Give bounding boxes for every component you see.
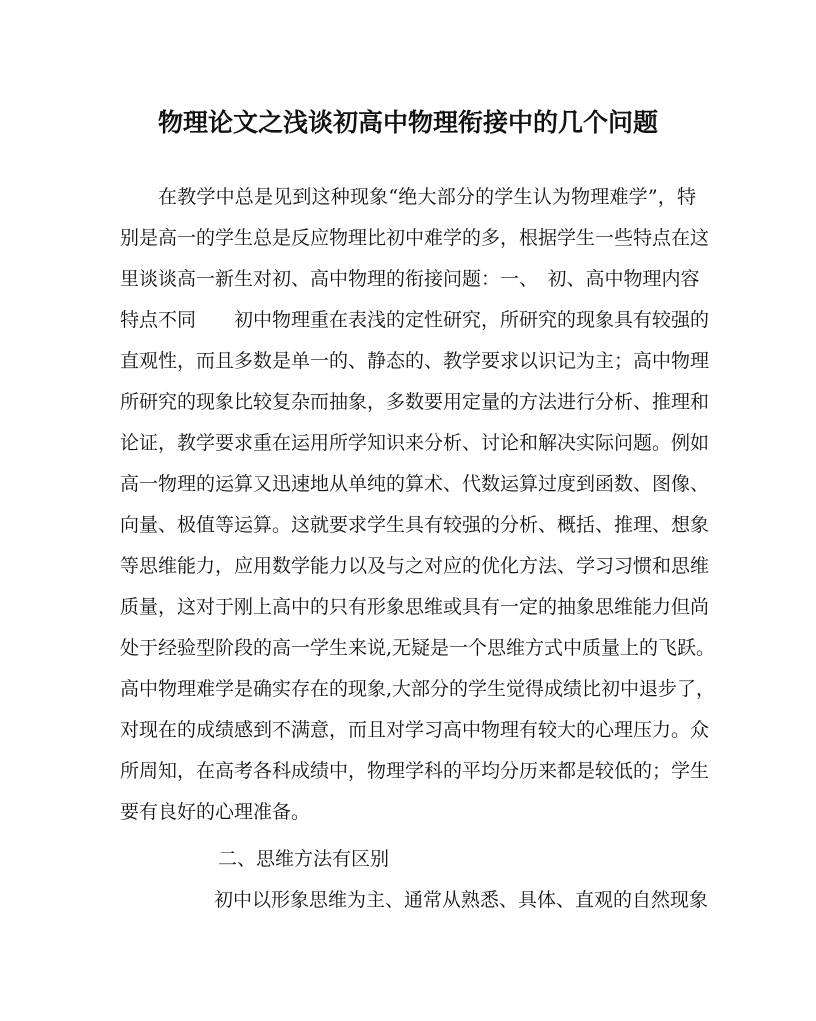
paragraph-line: 别是高一的学生总是反应物理比初中难学的多，根据学生一些特点在这 (120, 227, 710, 249)
paragraph-line: 要有良好的心理准备。 (120, 801, 311, 823)
paragraph-line: 高中物理难学是确实存在的现象,大部分的学生觉得成绩比初中退步了， (120, 678, 716, 700)
paragraph-line: 在教学中总是见到这种现象“绝大部分的学生认为物理难学”，特 (158, 186, 696, 208)
paragraph-line: 里谈谈高一新生对初、高中物理的衔接问题：一、 初、高中物理内容 (120, 268, 700, 290)
paragraph-line: 初中以形象思维为主、通常从熟悉、具体、直观的自然现象 (214, 889, 709, 911)
paragraph-line: 处于经验型阶段的高一学生来说,无疑是一个思维方式中质量上的飞跃。 (120, 637, 716, 659)
paragraph-line: 直观性，而且多数是单一的、静态的、教学要求以识记为主；高中物理 (120, 350, 710, 372)
paragraph-line: 高一物理的运算又迅速地从单纯的算术、代数运算过度到函数、图像、 (120, 473, 710, 495)
section-heading: 二、思维方法有区别 (218, 848, 390, 870)
paragraph-line: 对现在的成绩感到不满意，而且对学习高中物理有较大的心理压力。众 (120, 719, 710, 741)
paragraph-line: 所研究的现象比较复杂而抽象，多数要用定量的方法进行分析、推理和 (120, 391, 710, 413)
paragraph-line: 向量、极值等运算。这就要求学生具有较强的分析、概括、推理、想象 (120, 514, 710, 536)
document-title: 物理论文之浅谈初高中物理衔接中的几个问题 (157, 108, 658, 137)
paragraph-line: 论证，教学要求重在运用所学知识来分析、讨论和解决实际问题。例如 (120, 432, 710, 454)
paragraph-line: 等思维能力，应用数学能力以及与之对应的优化方法、学习习惯和思维 (120, 555, 710, 577)
paragraph-line: 质量，这对于刚上高中的只有形象思维或具有一定的抽象思维能力但尚 (120, 596, 710, 618)
paragraph-line: 特点不同 初中物理重在表浅的定性研究，所研究的现象具有较强的 (120, 309, 710, 331)
paragraph-line: 所周知，在高考各科成绩中，物理学科的平均分历来都是较低的；学生 (120, 760, 710, 782)
